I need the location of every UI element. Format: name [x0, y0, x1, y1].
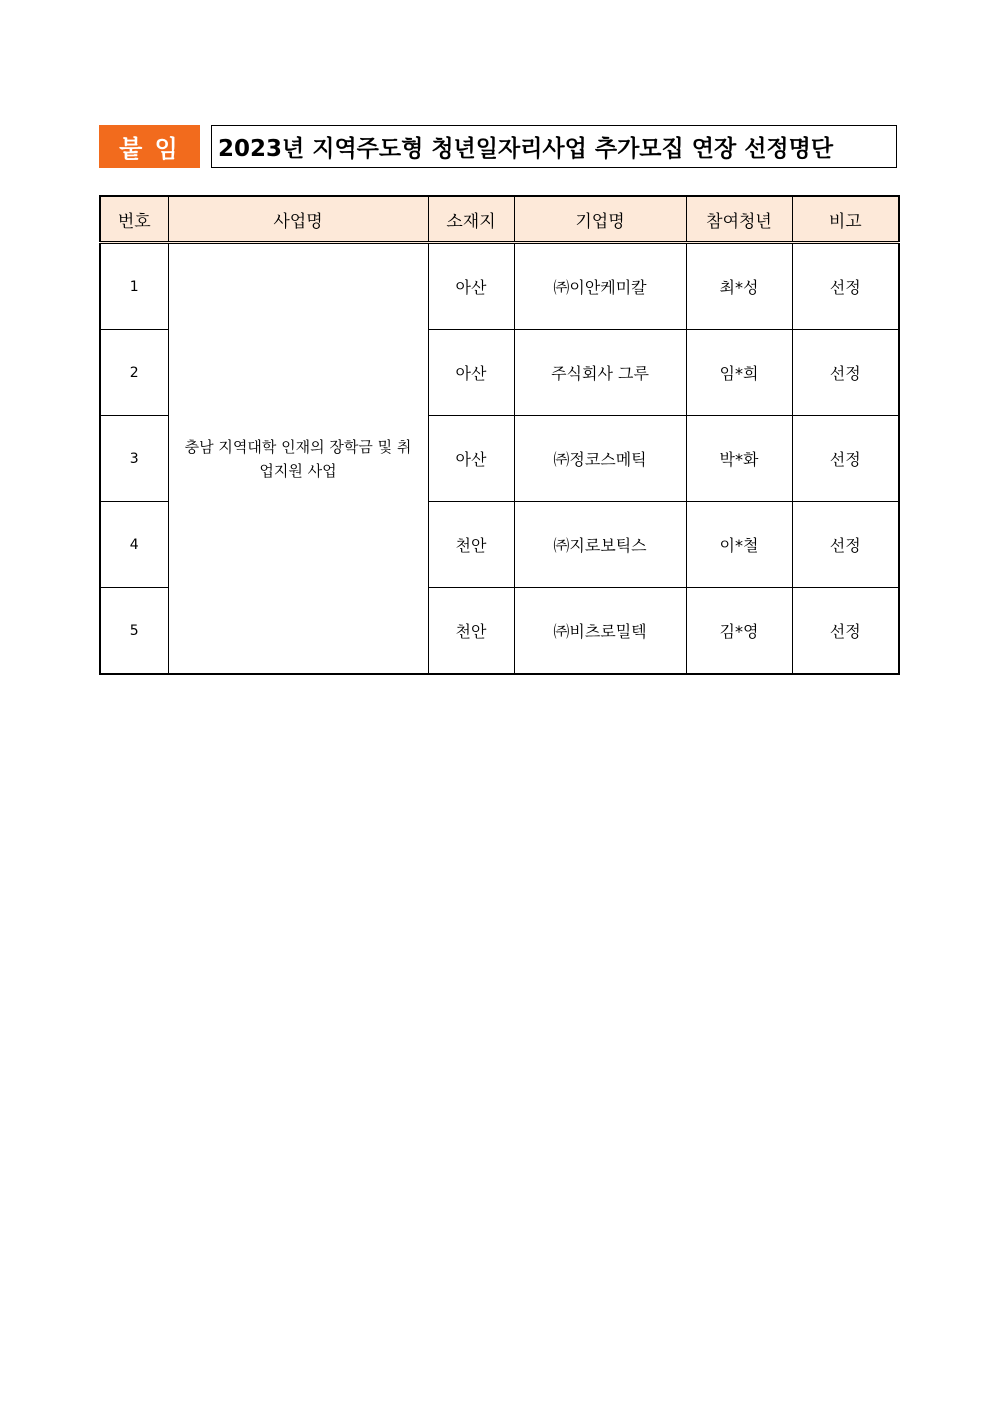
selection-table	[99, 195, 900, 675]
cell-location: 아산	[428, 416, 514, 502]
cell-note: 선정	[792, 502, 899, 588]
cell-note: 선정	[792, 330, 899, 416]
cell-participant: 이*철	[686, 502, 792, 588]
cell-location: 천안	[428, 502, 514, 588]
attachment-badge: 붙 임	[99, 125, 200, 168]
cell-company: ㈜지로보틱스	[514, 502, 686, 588]
cell-participant: 박*화	[686, 416, 792, 502]
cell-number: 5	[100, 588, 168, 675]
cell-note: 선정	[792, 243, 899, 330]
cell-company: ㈜비츠로밀텍	[514, 588, 686, 675]
cell-location: 천안	[428, 588, 514, 675]
cell-project-name: 충남 지역대학 인재의 장학금 및 취업지원 사업	[168, 243, 428, 675]
header-participant: 참여청년	[686, 196, 792, 243]
header-note: 비고	[792, 196, 899, 243]
header-location: 소재지	[428, 196, 514, 243]
cell-company: 주식회사 그루	[514, 330, 686, 416]
cell-number: 2	[100, 330, 168, 416]
document-title: 2023년 지역주도형 청년일자리사업 추가모집 연장 선정명단	[211, 125, 897, 168]
cell-participant: 임*희	[686, 330, 792, 416]
cell-participant: 김*영	[686, 588, 792, 675]
header-project-name: 사업명	[168, 196, 428, 243]
table-header-row	[100, 196, 899, 243]
cell-location: 아산	[428, 243, 514, 330]
table-row	[100, 243, 899, 330]
cell-number: 3	[100, 416, 168, 502]
cell-note: 선정	[792, 416, 899, 502]
cell-number: 4	[100, 502, 168, 588]
cell-note: 선정	[792, 588, 899, 675]
cell-participant: 최*성	[686, 243, 792, 330]
cell-company: ㈜정코스메틱	[514, 416, 686, 502]
header-number: 번호	[100, 196, 168, 243]
header-company: 기업명	[514, 196, 686, 243]
cell-company: ㈜이안케미칼	[514, 243, 686, 330]
cell-number: 1	[100, 243, 168, 330]
cell-location: 아산	[428, 330, 514, 416]
